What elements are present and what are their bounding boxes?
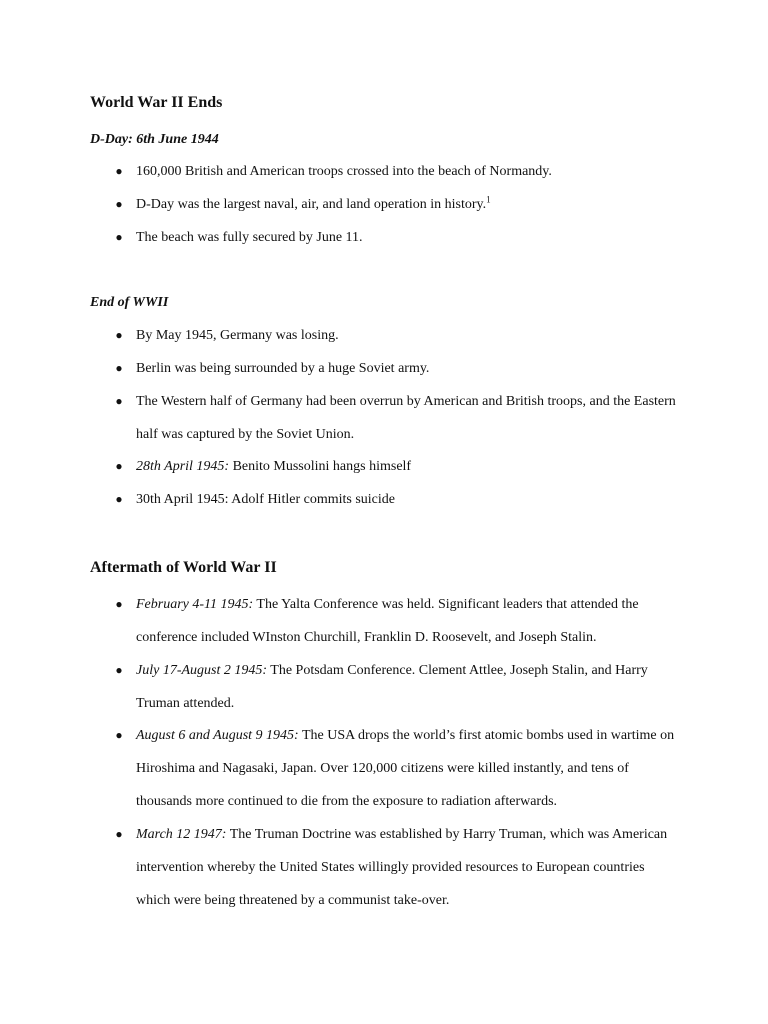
list-item-text: February 4-11 1945: The Yalta Conference was held. Significant leaders that attended the conference included WInston Churchill, Franklin D. Roosevelt, and Joseph Stalin.	[136, 597, 639, 645]
list-item-text: The beach was fully secured by June 11.	[136, 230, 363, 245]
list-item-text: By May 1945, Germany was losing.	[136, 328, 339, 343]
list-item-text: August 6 and August 9 1945: The USA drops the world’s first atomic bombs used in wartime on Hiroshima and Nagasaki, Japan. Over 120,000 citizens were killed instantly, and tens of thousands more continued to die from the exposure to radiation afterwards.	[136, 728, 675, 809]
list-item-text: D-Day was the largest naval, air, and land operation in history.$^1$	[136, 194, 491, 212]
list-item-text: March 12 1947: The Truman Doctrine was established by Harry Truman, which was American intervention whereby the United States willingly provided resources to European countries which were being threatened by a communist take-over.	[136, 827, 668, 908]
page-title: World War II Ends	[90, 94, 223, 111]
list-item-text: 160,000 British and American troops crossed into the beach of Normandy.	[136, 164, 552, 179]
bullet-icon: ●	[115, 728, 123, 742]
bullet-icon: ●	[115, 164, 123, 178]
list-item-text: July 17-August 2 1945: The Potsdam Conference. Clement Attlee, Joseph Stalin, and Harry Truman attended.	[136, 663, 648, 711]
bullet-icon: ●	[115, 597, 123, 611]
bullet-icon: ●	[115, 394, 123, 408]
list-item-text: 30th April 1945: Adolf Hitler commits suicide	[136, 492, 395, 507]
dday-heading: D-Day: 6th June 1944	[90, 132, 219, 147]
bullet-icon: ●	[115, 492, 123, 506]
bullet-icon: ●	[115, 459, 123, 473]
bullet-icon: ●	[115, 328, 123, 342]
list-item-text: 28th April 1945: Benito Mussolini hangs himself	[136, 459, 412, 474]
bullet-icon: ●	[115, 197, 123, 211]
bullet-icon: ●	[115, 663, 123, 677]
bullet-icon: ●	[115, 827, 123, 841]
footnote-marker: 1	[486, 194, 491, 205]
aftermath-heading: Aftermath of World War II	[90, 559, 277, 576]
end-heading: End of WWII	[90, 295, 169, 310]
list-item-text: The Western half of Germany had been overrun by American and British troops, and the Eastern half was captured by the Soviet Union.	[136, 394, 676, 442]
bullet-icon: ●	[115, 230, 123, 244]
list-item-text: Berlin was being surrounded by a huge Soviet army.	[136, 361, 430, 376]
bullet-icon: ●	[115, 361, 123, 375]
